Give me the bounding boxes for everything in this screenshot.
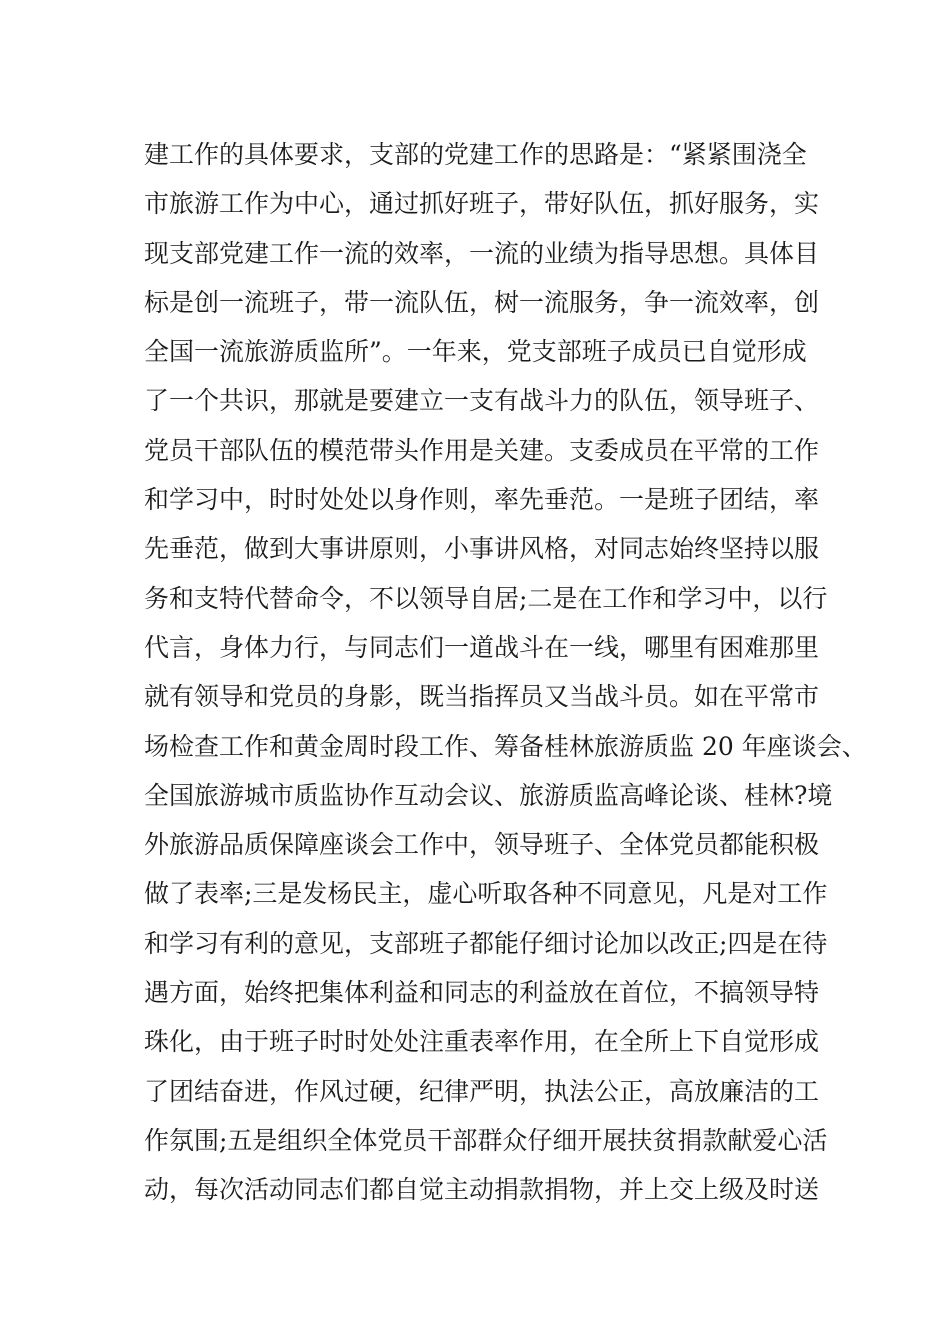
text-line: 做了表率;三是发杨民主，虚心听取各种不同意见，凡是对工作	[144, 879, 828, 909]
text-line: 外旅游品质保障座谈会工作中，领导班子、全体党员都能积极	[144, 830, 820, 860]
text-line: 市旅游工作为中心，通过抓好班子，带好队伍，抓好服务，实	[144, 189, 820, 219]
text-line: 了一个共识，那就是要建立一支有战斗力的队伍，领导班子、	[144, 386, 820, 416]
text-line: 动，每次活动同志们都自觉主动捐款捐物，并上交上级及时送	[144, 1175, 820, 1205]
text-line: 党员干部队伍的模范带头作用是关建。支委成员在平常的工作	[144, 435, 820, 465]
text-line: 代言，身体力行，与同志们一道战斗在一线，哪里有困难那里	[144, 632, 820, 662]
text-line: 务和支特代替命令，不以领导自居;二是在工作和学习中，以行	[144, 583, 828, 613]
text-line: 先垂范，做到大事讲原则，小事讲风格，对同志始终坚持以服	[144, 534, 820, 564]
text-line: 全国旅游城市质监协作互动会议、旅游质监高峰论谈、桂林?境	[144, 780, 833, 810]
text-line: 了团结奋进，作风过硬，纪律严明，执法公正，高放廉洁的工	[144, 1076, 820, 1106]
text-line: 现支部党建工作一流的效率，一流的业绩为指导思想。具体目	[144, 238, 820, 268]
text-line: 和学习中，时时处处以身作则，率先垂范。一是班子团结，率	[144, 485, 820, 515]
text-line: 就有领导和党员的身影，既当指挥员又当战斗员。如在平常市	[144, 682, 820, 712]
text-line: 和学习有利的意见，支部班子都能仔细讨论加以改正;四是在待	[144, 928, 828, 958]
text-line: 场检查工作和黄金周时段工作、筹备桂林旅游质监 20 年座谈会、	[144, 731, 867, 761]
text-line: 建工作的具体要求，支部的党建工作的思路是：“紧紧围浇全	[144, 140, 807, 169]
text-line: 遇方面，始终把集体利益和同志的利益放在首位，不搞领导特	[144, 978, 820, 1008]
text-line: 标是创一流班子，带一流队伍，树一流服务，争一流效率，创	[144, 287, 820, 317]
body-paragraph	[144, 130, 867, 1215]
text-line: 珠化，由于班子时时处处注重表率作用，在全所上下自觉形成	[144, 1027, 820, 1057]
text-line: 作氛围;五是组织全体党员干部群众仔细开展扶贫捐款献爱心活	[144, 1125, 828, 1155]
text-line: 全国一流旅游质监所”。一年来，党支部班子成员已自觉形成	[144, 337, 807, 367]
